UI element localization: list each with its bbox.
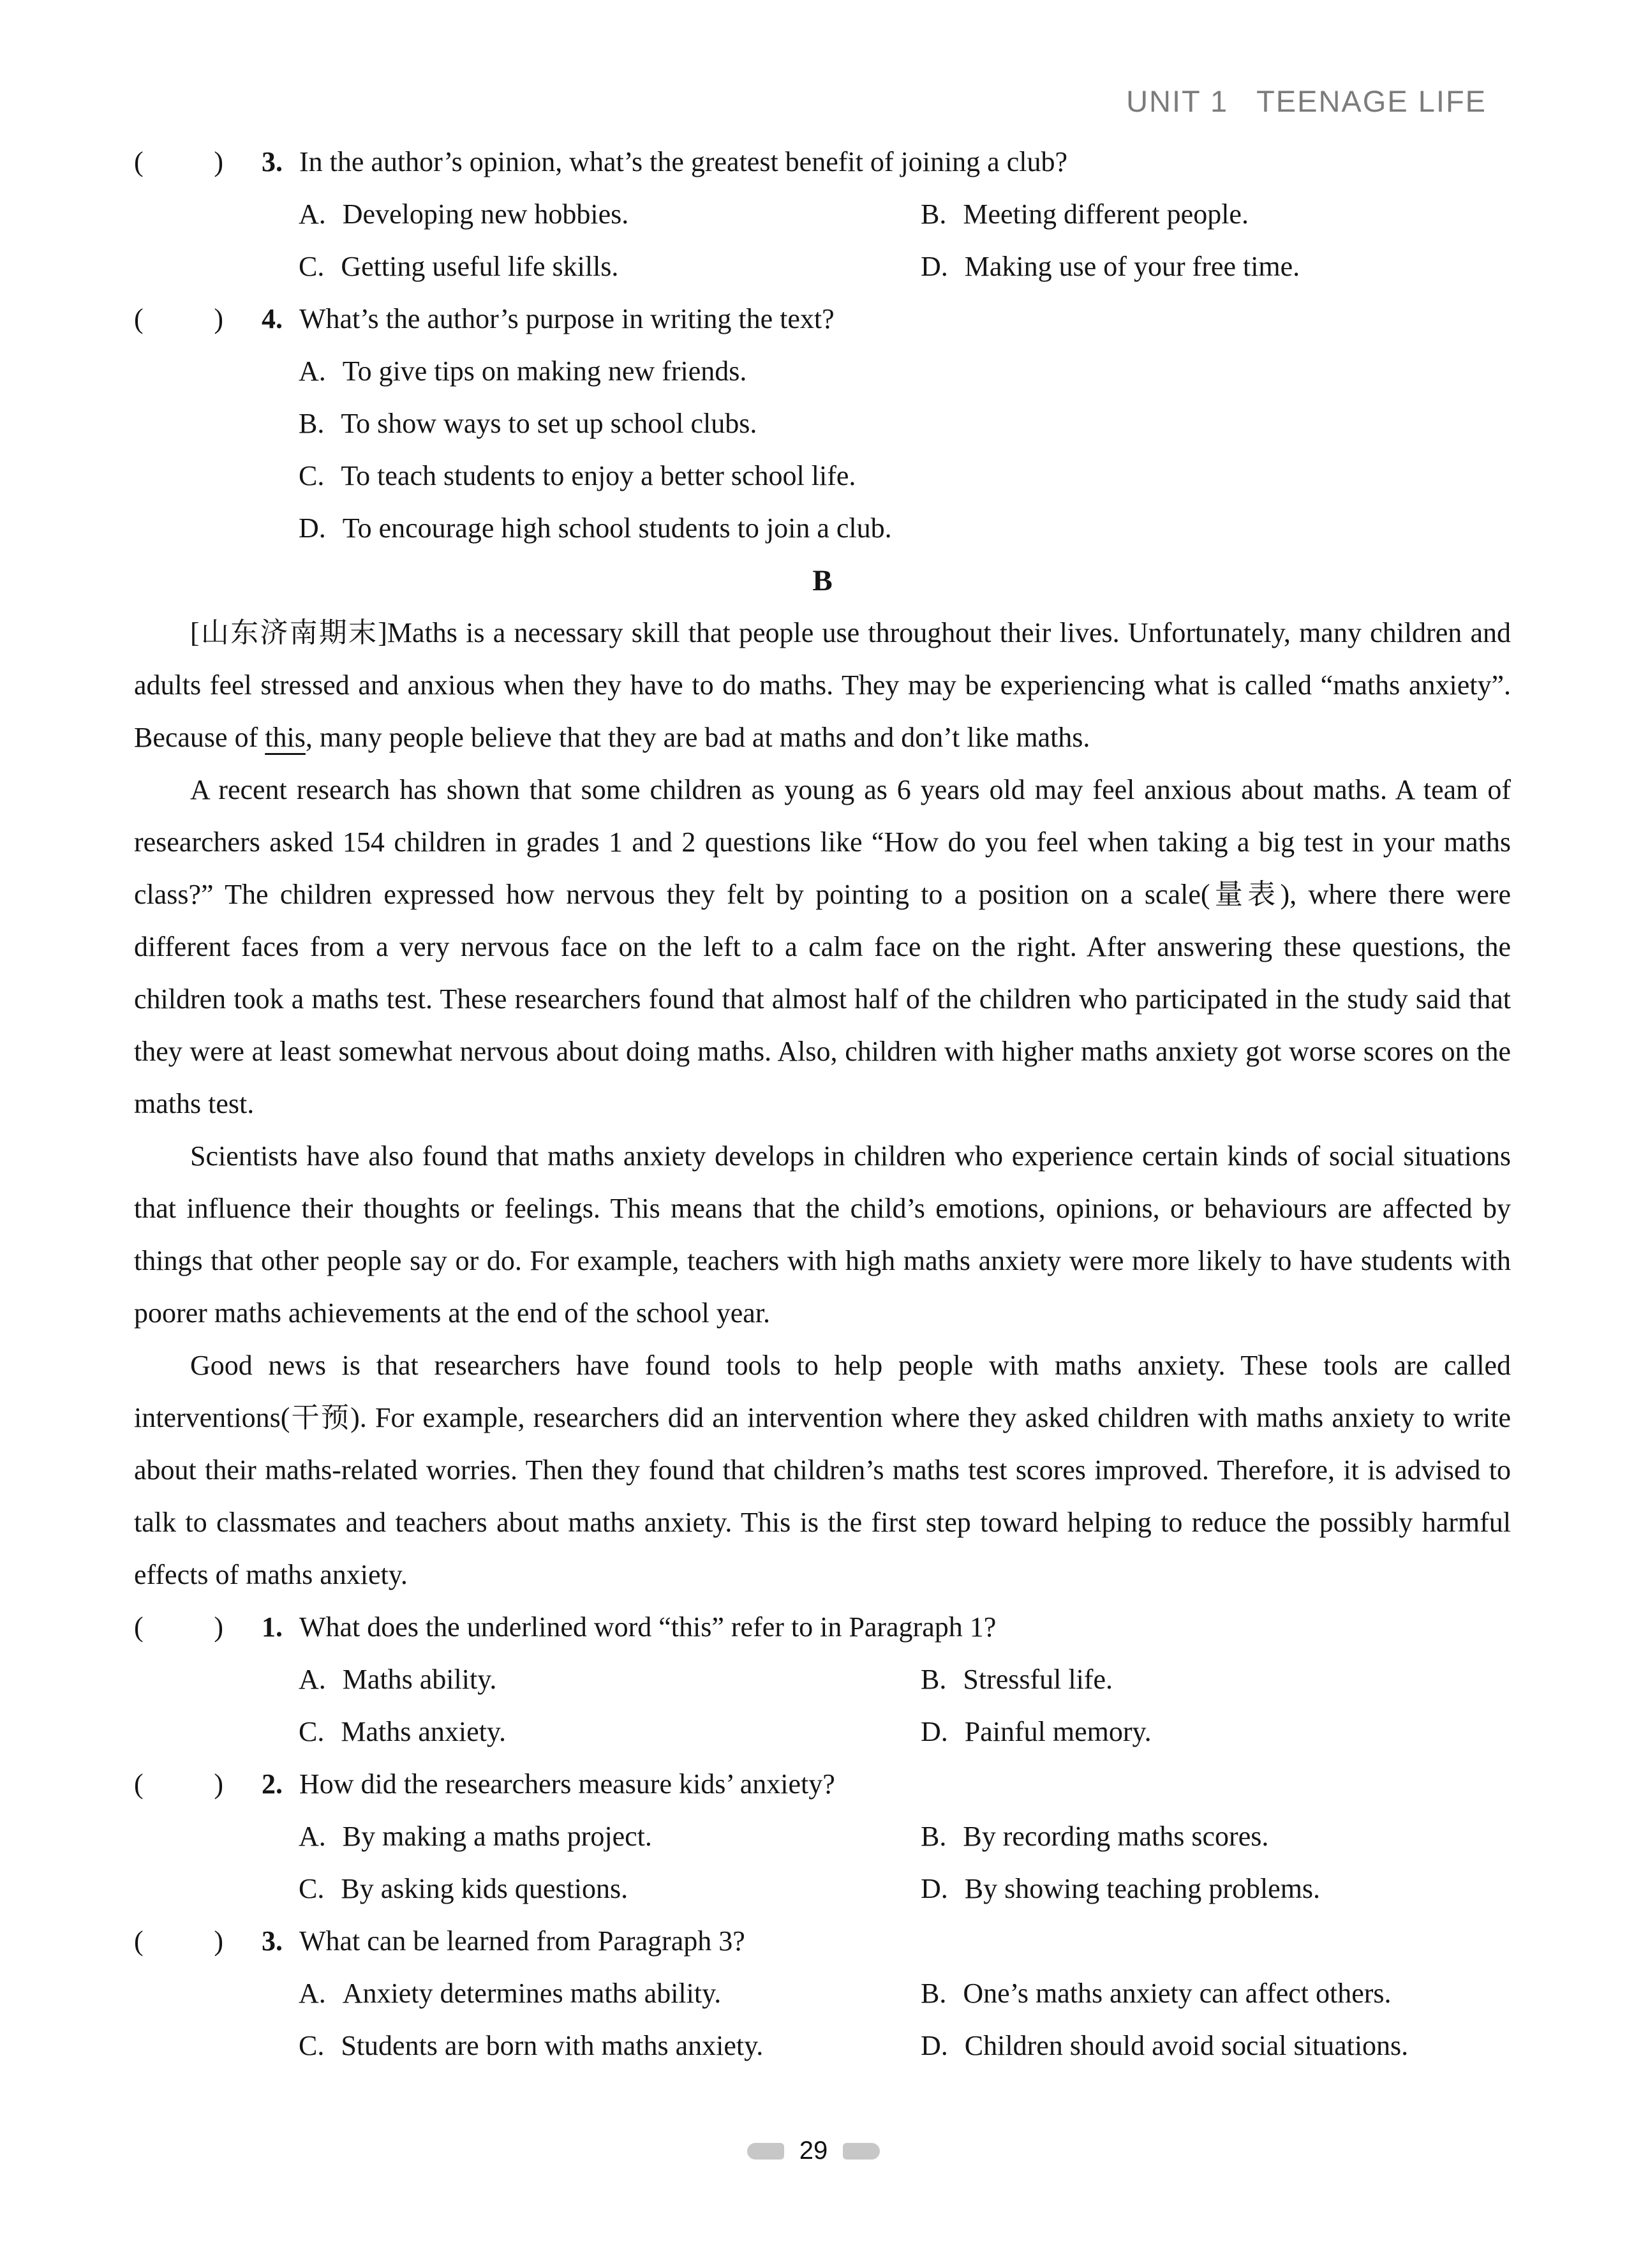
option-text: Making use of your free time. <box>964 251 1300 282</box>
option-c <box>299 241 921 293</box>
passage-text: , many people believe that they are bad at maths and don’t like maths. <box>305 722 1090 753</box>
option-text: Getting useful life skills. <box>341 251 619 282</box>
question-line <box>134 293 1511 345</box>
option-label: D. <box>921 1716 948 1747</box>
option-text: Anxiety determines maths ability. <box>342 1978 722 2009</box>
question-number: 4. <box>262 303 283 334</box>
passage-paragraph-2: A recent research has shown that some children as young as 6 years old may feel anxious about maths. A team of researchers asked 154 children in grades 1 and 2 questions like “How do you feel when taking a big test in your maths class?” The children expressed how nervous they felt by pointing to a position on a scale(量表), where there were different faces from a very nervous face on the left to a calm face on the right. After answering these questions, the children took a maths test. These researchers found that almost half of the children who participated in the study said that they were at least somewhat nervous about doing maths. Also, children with higher maths anxiety got worse scores on the maths test. <box>134 774 1511 1119</box>
underlined-word: this <box>265 722 306 753</box>
option-text: To teach students to enjoy a better school life. <box>341 460 856 491</box>
option-label: C. <box>299 1716 325 1747</box>
option-c <box>299 2020 921 2072</box>
option-label: A. <box>299 1978 326 2009</box>
passage-source-tag: [山东济南期末] <box>190 617 387 648</box>
option-label: B. <box>921 1821 947 1852</box>
option-label: D. <box>921 1873 948 1904</box>
option-text: To give tips on making new friends. <box>342 355 747 387</box>
option-text: To show ways to set up school clubs. <box>341 408 757 439</box>
option-text: Meeting different people. <box>963 198 1249 230</box>
page-number-decoration-left-icon <box>747 2143 784 2160</box>
option-row <box>134 2020 1511 2072</box>
option-text: Students are born with maths anxiety. <box>341 2030 764 2061</box>
option-text: By asking kids questions. <box>341 1873 628 1904</box>
question-block-bottom-2 <box>134 1758 1511 1915</box>
option-label: D. <box>921 2030 948 2061</box>
paren-open: ( <box>134 1768 144 1800</box>
option-text: Maths ability. <box>342 1664 497 1695</box>
option-text: Stressful life. <box>963 1664 1113 1695</box>
question-text: How did the researchers measure kids’ anxiety? <box>299 1768 835 1800</box>
option-d <box>921 1863 1320 1915</box>
option-text: By recording maths scores. <box>963 1821 1269 1852</box>
option-c <box>299 1706 921 1758</box>
question-text: In the author’s opinion, what’s the greatest benefit of joining a club? <box>299 146 1067 177</box>
option-text: By making a maths project. <box>342 1821 652 1852</box>
option-label: A. <box>299 198 326 230</box>
option-b <box>299 398 757 450</box>
option-a <box>299 1810 921 1863</box>
option-c <box>299 1863 921 1915</box>
option-label: C. <box>299 251 325 282</box>
question-number: 2. <box>262 1768 283 1800</box>
option-c <box>299 450 856 502</box>
option-row <box>134 345 1511 398</box>
question-number: 3. <box>262 1925 283 1957</box>
passage-paragraph-1 <box>134 607 1511 764</box>
answer-paren <box>134 293 223 345</box>
answer-paren <box>134 1915 223 1967</box>
option-label: D. <box>921 251 948 282</box>
question-number: 1. <box>262 1611 283 1643</box>
option-label: A. <box>299 355 326 387</box>
option-b <box>921 1653 1113 1706</box>
question-block-top-3 <box>134 136 1511 293</box>
option-row <box>134 398 1511 450</box>
option-label: B. <box>921 198 947 230</box>
option-text: Maths anxiety. <box>341 1716 507 1747</box>
question-text: What’s the author’s purpose in writing the text? <box>299 303 835 334</box>
question-line <box>134 136 1511 188</box>
option-row <box>134 502 1511 555</box>
paren-close: ) <box>214 1925 223 1957</box>
passage-text: Maths is a necessary skill that people use throughout their lives. Unfortunately, many children and adults feel stressed and anxious when they have to do maths. They may be experiencing what is called “maths anxiety”. Because of <box>134 617 1511 753</box>
option-row <box>134 1810 1511 1863</box>
option-a <box>299 188 921 241</box>
paren-close: ) <box>214 146 223 177</box>
question-line <box>134 1758 1511 1810</box>
paren-open: ( <box>134 146 144 177</box>
section-label: B <box>812 564 833 597</box>
option-d <box>299 502 892 555</box>
question-block-bottom-3 <box>134 1915 1511 2072</box>
option-text: Children should avoid social situations. <box>964 2030 1409 2061</box>
option-label: B. <box>299 408 325 439</box>
option-row <box>134 241 1511 293</box>
option-text: To encourage high school students to join a club. <box>342 512 892 544</box>
option-row <box>134 188 1511 241</box>
option-text: By showing teaching problems. <box>964 1873 1321 1904</box>
page-footer <box>0 2137 1627 2165</box>
option-label: A. <box>299 1664 326 1695</box>
option-row <box>134 1863 1511 1915</box>
option-a <box>299 1967 921 2020</box>
question-text: What can be learned from Paragraph 3? <box>299 1925 745 1957</box>
paren-open: ( <box>134 1611 144 1643</box>
option-text: One’s maths anxiety can affect others. <box>963 1978 1392 2009</box>
question-block-bottom-1 <box>134 1601 1511 1758</box>
option-b <box>921 1967 1392 2020</box>
option-row <box>134 1706 1511 1758</box>
passage-paragraph-4: Good news is that researchers have found tools to help people with maths anxiety. These tools are called interventions(干预). For example, researchers did an intervention where they asked children with maths anxiety to write about their maths-related worries. Then they found that children’s maths test scores improved. Therefore, it is advised to talk to classmates and teachers about maths anxiety. This is the first step toward helping to reduce the possibly harmful effects of maths anxiety. <box>134 1350 1511 1590</box>
option-a <box>299 345 747 398</box>
answer-paren <box>134 1601 223 1653</box>
answer-paren <box>134 136 223 188</box>
option-d <box>921 241 1300 293</box>
option-text: Developing new hobbies. <box>342 198 629 230</box>
option-b <box>921 1810 1268 1863</box>
option-row <box>134 1967 1511 2020</box>
option-b <box>921 188 1249 241</box>
option-row <box>134 1653 1511 1706</box>
paren-close: ) <box>214 1768 223 1800</box>
question-line <box>134 1601 1511 1653</box>
paren-open: ( <box>134 1925 144 1957</box>
option-label: C. <box>299 1873 325 1904</box>
option-row <box>134 450 1511 502</box>
page-number: 29 <box>799 2137 828 2165</box>
option-d <box>921 1706 1152 1758</box>
option-label: C. <box>299 460 325 491</box>
paren-close: ) <box>214 1611 223 1643</box>
paren-close: ) <box>214 303 223 334</box>
option-label: A. <box>299 1821 326 1852</box>
question-text: What does the underlined word “this” refer to in Paragraph 1? <box>299 1611 997 1643</box>
page-content <box>134 136 1511 2072</box>
header-unit-label: UNIT 1 <box>1126 84 1229 118</box>
page-number-decoration-right-icon <box>843 2143 880 2160</box>
question-number: 3. <box>262 146 283 177</box>
page-header <box>1126 86 1487 117</box>
option-label: B. <box>921 1978 947 2009</box>
option-label: D. <box>299 512 326 544</box>
option-d <box>921 2020 1408 2072</box>
paren-open: ( <box>134 303 144 334</box>
question-block-top-4 <box>134 293 1511 555</box>
question-line <box>134 1915 1511 1967</box>
option-label: B. <box>921 1664 947 1695</box>
passage-paragraph-3: Scientists have also found that maths anxiety develops in children who experience certain kinds of social situations that influence their thoughts or feelings. This means that the child’s emotions, opinions, or behaviours are affected by things that other people say or do. For example, teachers with high maths anxiety were more likely to have students with poorer maths achievements at the end of the school year. <box>134 1140 1511 1329</box>
option-a <box>299 1653 921 1706</box>
option-label: C. <box>299 2030 325 2061</box>
option-text: Painful memory. <box>964 1716 1152 1747</box>
header-title-label: TEENAGE LIFE <box>1256 84 1487 118</box>
answer-paren <box>134 1758 223 1810</box>
